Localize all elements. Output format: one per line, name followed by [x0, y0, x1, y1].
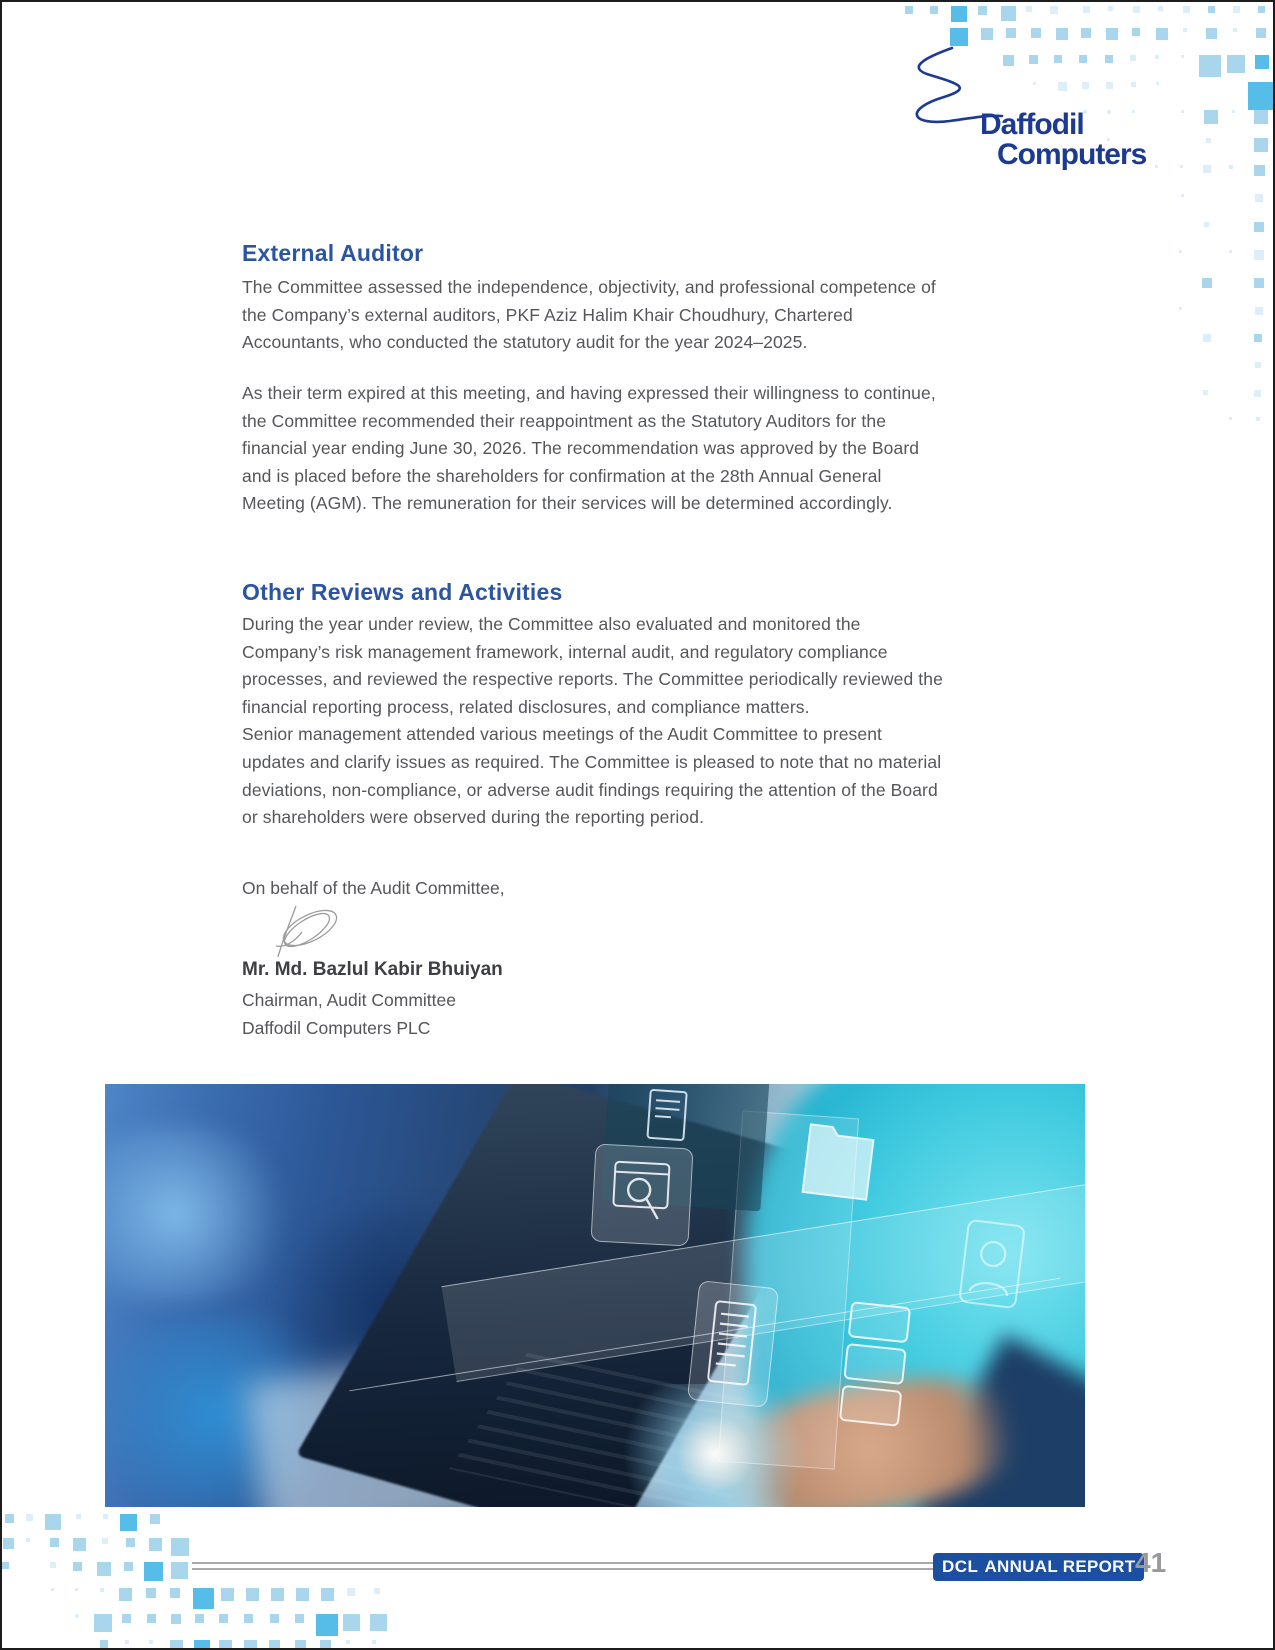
page-number: 41: [1135, 1547, 1167, 1578]
deco-square: [1254, 165, 1265, 176]
deco-square: [930, 6, 938, 14]
stack-icon: [833, 1296, 916, 1433]
deco-square: [1258, 6, 1265, 13]
deco-square: [102, 1538, 108, 1544]
text-line: As their term expired at this meeting, and having expressed their willingness to continue,: [242, 383, 936, 403]
deco-square: [978, 6, 987, 15]
deco-square: [1229, 250, 1232, 253]
folder-icon: [787, 1105, 890, 1211]
deco-square: [1081, 28, 1091, 38]
deco-square: [149, 1538, 162, 1551]
technology-photo: [105, 1084, 1085, 1507]
deco-square: [1227, 55, 1245, 73]
deco-square: [1105, 55, 1113, 63]
deco-square: [147, 1614, 156, 1623]
deco-square: [100, 1640, 108, 1648]
deco-square: [951, 6, 967, 22]
deco-square: [1229, 417, 1232, 420]
deco-square: [125, 1640, 129, 1644]
deco-square: [1082, 82, 1089, 89]
deco-square: [120, 1514, 137, 1531]
signatory-title: Chairman, Audit Committee: [242, 990, 456, 1010]
deco-square: [149, 1640, 153, 1644]
paragraph: [242, 611, 943, 832]
logo-text-computers: Computers: [997, 138, 1147, 171]
deco-square: [374, 1588, 380, 1594]
deco-square: [1232, 110, 1235, 113]
deco-square: [1254, 110, 1268, 124]
deco-square: [1255, 362, 1261, 368]
deco-square: [122, 1614, 131, 1623]
text-line: Company’s risk management framework, internal audit, and regulatory compliance: [242, 641, 888, 662]
deco-square: [320, 1640, 331, 1650]
deco-square: [271, 1588, 284, 1601]
text-line: The Committee assessed the independence, objectivity, and professional competence of: [242, 277, 936, 297]
paragraph: [242, 274, 936, 357]
deco-square: [1083, 6, 1090, 13]
deco-square: [1204, 110, 1218, 124]
deco-square: [1203, 334, 1211, 342]
deco-square: [170, 1588, 180, 1598]
deco-square: [150, 1514, 160, 1524]
deco-square: [124, 1562, 133, 1571]
deco-square: [343, 1614, 360, 1631]
text-line: financial reporting process, related disclosures, and compliance matters.: [242, 696, 810, 717]
deco-square: [1254, 250, 1264, 260]
deco-square: [1181, 55, 1184, 58]
deco-square: [1254, 390, 1261, 397]
deco-square: [1255, 55, 1269, 69]
deco-square: [1131, 82, 1136, 87]
deco-square: [1248, 82, 1275, 110]
deco-square: [1180, 165, 1183, 168]
deco-square: [1203, 390, 1208, 395]
deco-square: [119, 1588, 132, 1601]
deco-square: [1183, 6, 1190, 13]
deco-square: [219, 1614, 228, 1623]
deco-square: [1199, 55, 1221, 77]
deco-square: [1179, 307, 1182, 310]
deco-square: [1158, 6, 1163, 11]
person-icon: [956, 1217, 1028, 1312]
deco-square: [1233, 28, 1237, 32]
deco-square: [1106, 28, 1118, 40]
deco-square: [5, 1514, 14, 1523]
deco-square: [50, 1562, 56, 1568]
footer-rule: [192, 1562, 934, 1570]
deco-square: [1179, 250, 1182, 253]
deco-square: [1155, 165, 1158, 168]
deco-square: [1079, 55, 1087, 63]
text-line: updates and clarify issues as required. The Committee is pleased to note that no material: [242, 751, 942, 772]
deco-square: [981, 28, 993, 40]
text-line: financial year ending June 30, 2026. The recommendation was approved by the Board: [242, 438, 920, 459]
text-line: and is placed before the shareholders for confirmation at the 28th Annual General: [242, 465, 882, 486]
deco-square: [316, 1614, 338, 1636]
deco-square: [1254, 278, 1264, 288]
deco-square: [75, 1588, 78, 1591]
deco-square: [26, 1514, 33, 1521]
deco-square: [347, 1588, 355, 1596]
deco-square: [1208, 6, 1215, 13]
deco-square: [171, 1538, 189, 1556]
deco-square: [94, 1614, 112, 1632]
deco-square: [1181, 194, 1184, 197]
deco-square: [1001, 6, 1016, 21]
deco-square: [1133, 6, 1140, 13]
deco-square: [1229, 165, 1233, 169]
deco-square: [1033, 82, 1036, 85]
deco-square: [1206, 138, 1211, 143]
deco-square: [296, 1588, 309, 1601]
deco-square: [73, 1562, 82, 1571]
deco-square: [1106, 82, 1113, 89]
deco-square: [146, 1588, 156, 1598]
deco-square: [1029, 55, 1038, 64]
deco-square: [295, 1640, 306, 1650]
footer-brand: DCL: [942, 1557, 979, 1576]
deco-square: [76, 1514, 81, 1519]
deco-square: [1006, 28, 1016, 38]
text-line: processes, and reviewed the respective reports. The Committee periodically reviewed the: [242, 669, 943, 690]
text-line: the Company’s external auditors, PKF Aziz Halim Khair Choudhury, Chartered: [242, 304, 853, 325]
signatory-name: Mr. Md. Bazlul Kabir Bhuiyan: [242, 959, 503, 980]
section-heading-external-auditor: External Auditor: [242, 240, 424, 266]
signature-icon: [262, 902, 352, 962]
footer-report-badge: [933, 1553, 1144, 1581]
deco-square: [1056, 28, 1068, 40]
deco-square: [905, 6, 913, 14]
text-line: Meeting (AGM). The remuneration for their services will be determined accordingly.: [242, 493, 893, 514]
text-line: Accountants, who conducted the statutory audit for the year 2024–2025.: [242, 332, 808, 353]
paragraph: [242, 380, 936, 518]
deco-square: [126, 1538, 135, 1547]
deco-square: [100, 1588, 104, 1592]
section-heading-other-reviews: Other Reviews and Activities: [242, 579, 563, 605]
deco-square: [1202, 278, 1212, 288]
search-icon: [609, 1158, 672, 1227]
deco-square: [269, 1640, 280, 1650]
deco-square: [1203, 165, 1211, 173]
deco-square: [244, 1640, 257, 1650]
deco-square: [1050, 6, 1058, 14]
deco-square: [295, 1614, 304, 1623]
text-line: Senior management attended various meetings of the Audit Committee to present: [242, 724, 883, 745]
deco-square: [1155, 55, 1159, 59]
deco-square: [1132, 110, 1135, 113]
list-icon: [705, 1298, 760, 1388]
deco-square: [1255, 194, 1263, 202]
deco-square: [244, 1614, 253, 1623]
deco-square: [1054, 55, 1062, 63]
deco-square: [1132, 28, 1140, 36]
deco-square: [193, 1588, 214, 1609]
deco-square: [1031, 28, 1041, 38]
deco-square: [1255, 307, 1263, 315]
deco-square: [171, 1562, 188, 1579]
deco-square: [1156, 82, 1159, 85]
deco-square: [1256, 417, 1260, 421]
deco-square: [370, 1614, 387, 1631]
deco-square: [1156, 28, 1168, 40]
deco-square: [171, 1614, 181, 1624]
logo-text-daffodil: Daffodil: [980, 108, 1084, 141]
deco-square: [51, 1588, 54, 1591]
deco-square: [1108, 6, 1113, 11]
text-line: deviations, non-compliance, or adverse audit findings requiring the attention of the Board: [242, 779, 938, 800]
deco-square: [3, 1538, 14, 1549]
deco-square: [170, 1640, 183, 1650]
deco-square: [1204, 222, 1209, 227]
deco-square: [346, 1640, 350, 1644]
deco-square: [270, 1614, 279, 1623]
deco-square: [221, 1588, 234, 1601]
deco-square: [144, 1562, 163, 1581]
deco-square: [195, 1614, 204, 1623]
deco-square: [1254, 334, 1262, 342]
text-line: the Committee recommended their reappointment as the Statutory Auditors for the: [242, 410, 887, 431]
deco-square: [75, 1614, 79, 1618]
deco-square: [45, 1514, 61, 1530]
deco-square: [321, 1588, 334, 1601]
deco-square: [1256, 28, 1266, 38]
deco-square: [194, 1640, 210, 1650]
deco-square: [1233, 6, 1240, 13]
document-icon: [643, 1087, 691, 1146]
deco-square: [1107, 110, 1111, 114]
deco-square: [26, 1538, 30, 1542]
deco-square: [1206, 28, 1217, 39]
signatory-company: Daffodil Computers PLC: [242, 1018, 431, 1038]
deco-square: [1058, 82, 1067, 91]
deco-square: [1181, 110, 1184, 113]
deco-square: [1026, 6, 1032, 12]
deco-square: [372, 1640, 376, 1644]
text-line: or shareholders were observed during the reporting period.: [242, 807, 705, 828]
deco-square: [246, 1588, 259, 1601]
deco-square: [97, 1562, 111, 1576]
deco-square: [1183, 28, 1187, 32]
deco-square: [219, 1640, 232, 1650]
deco-square: [73, 1538, 86, 1551]
closing-salutation: On behalf of the Audit Committee,: [242, 878, 505, 898]
text-line: During the year under review, the Committee also evaluated and monitored the: [242, 614, 861, 634]
deco-square: [1254, 138, 1268, 152]
deco-square: [2, 1562, 9, 1569]
footer-label: ANNUAL REPORT: [984, 1557, 1136, 1576]
deco-square: [1130, 55, 1136, 61]
deco-square: [103, 1514, 108, 1519]
deco-square: [50, 1538, 59, 1547]
deco-square: [1254, 222, 1264, 232]
